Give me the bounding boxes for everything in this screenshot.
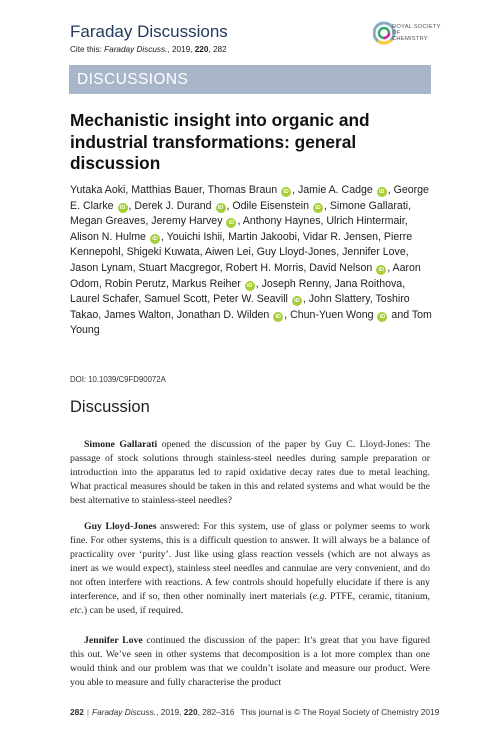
speaker-name: Jennifer Love — [84, 635, 143, 646]
author-name: Samuel Scott — [144, 293, 208, 306]
page-number: 282 — [70, 707, 84, 717]
orcid-icon[interactable]: iD — [226, 218, 236, 228]
author-name: Pierre Kennepohl — [70, 230, 413, 259]
speaker-name: Simone Gallarati — [84, 439, 158, 450]
author-name: Megan Greaves — [70, 215, 146, 228]
orcid-icon[interactable]: iD — [292, 296, 302, 306]
section-bar — [69, 65, 431, 94]
orcid-icon[interactable]: iD — [118, 203, 128, 213]
author-name: Robert H. Morris — [225, 261, 304, 274]
author-name: Tom Young — [70, 308, 432, 337]
author-list: Yutaka Aoki, Matthias Bauer, Thomas Braun iD , Jamie A. Cadge iD , George E. Clarke iD , Derek J. Durand iD , Odile Eisenstein iD , Simone Gallarati, Megan Greaves, Jeremy Harvey iD , Anthony Haynes, Ulrich Hintermair, Alison N. Hulme iD , Youichi Ishii, Martin Jakoobi, Vidar R. Jensen, Pierre Kennepohl, Shigeki Kuwata, Aiwen Lei, Guy Lloyd-Jones, Jennifer Love, Jason Lynam, Stuart Macgregor, Robert H. Morris, David Nelson iD , Aaron Odom, Robin Perutz, Markus Reiher iD , Joseph Renny, Jana Roithova, Laurel Schafer, Samuel Scott, Peter W. Seavill iD , John Slattery, Toshiro Takao, James Walton, Jonathan D. Wilden iD , Chun-Yuen Wong iD and Tom Young — [70, 184, 432, 337]
author-name: Matthias Bauer — [131, 184, 202, 196]
discussion-paragraph: Jennifer Love continued the discussion of the paper: It’s great that you have figured this out. We’ve seen in other systems that decomposition is a lot more complex than one would think and our problem was that we couldn’t isolate and measure our product. Were you able to measure and fully characterise the product — [70, 635, 430, 688]
author-name: Yutaka Aoki — [70, 184, 126, 196]
author-name: Jamie A. Cadge — [297, 184, 373, 196]
author-name: Ulrich Hintermair — [326, 215, 405, 228]
author-name: Aaron Odom — [70, 261, 421, 290]
orcid-icon[interactable]: iD — [245, 281, 255, 291]
author-name: Chun-Yuen Wong — [290, 308, 374, 321]
author-name: Thomas Braun — [207, 184, 278, 196]
rsc-logo-text: ROYAL SOCIETY OF CHEMISTRY — [392, 24, 441, 43]
section-bar-label: DISCUSSIONS — [77, 71, 189, 88]
author-name: Joseph Renny — [261, 277, 329, 290]
citation-line: Cite this: Faraday Discuss., 2019, 220, 282 — [70, 45, 227, 54]
section-heading: Discussion — [70, 398, 150, 416]
author-name: Jana Roithova — [334, 277, 403, 290]
author-name: Jonathan D. Wilden — [176, 308, 270, 321]
author-name: John Slattery — [308, 293, 370, 306]
author-name: Jeremy Harvey — [151, 215, 223, 228]
doi[interactable]: DOI: 10.1039/C9FD90072A — [70, 375, 166, 384]
author-name: Shigeki Kuwata — [126, 246, 200, 259]
author-name: Toshiro Takao — [70, 293, 410, 321]
page-footer: 282 | Faraday Discuss., 2019, 220, 282–316 This journal is © The Royal Society of Chemistry 2019 — [70, 707, 440, 717]
article-title: Mechanistic insight into organic and industrial transformations: general discussion — [70, 110, 370, 173]
orcid-icon[interactable]: iD — [273, 312, 283, 322]
author-name: Martin Jakoobi — [228, 230, 297, 243]
author-name: Odile Eisenstein — [232, 199, 309, 212]
author-name: Alison N. Hulme — [70, 230, 146, 243]
orcid-icon[interactable]: iD — [377, 187, 387, 197]
author-name: Markus Reiher — [171, 277, 241, 290]
author-name: Derek J. Durand — [134, 199, 212, 212]
author-name: James Walton — [104, 308, 171, 321]
author-name: George E. Clarke — [70, 184, 429, 212]
author-name: Vidar R. Jensen — [302, 230, 379, 243]
orcid-icon[interactable]: iD — [281, 187, 291, 197]
author-name: Robin Perutz — [104, 277, 166, 290]
author-name: Anthony Haynes — [242, 215, 321, 228]
author-name: Laurel Schafer — [70, 293, 139, 306]
speaker-name: Guy Lloyd-Jones — [84, 521, 157, 532]
orcid-icon[interactable]: iD — [376, 265, 386, 275]
author-name: David Nelson — [309, 261, 373, 274]
author-name: Aiwen Lei — [204, 246, 251, 259]
orcid-icon[interactable]: iD — [313, 203, 323, 213]
author-name: Youichi Ishii — [166, 230, 223, 243]
discussion-paragraph: Simone Gallarati opened the discussion of the paper by Guy C. Lloyd-Jones: The passage of stock solutions through stainless-steel needles during sample preparation or introduction into the apparatus led to rapid oxidative decay rates due to metal leaching. What practical measures should be taken in this and related systems and what would be the best alternative to stainless-steel needles? — [70, 439, 430, 506]
author-name: Simone Gallarati — [329, 199, 409, 212]
author-name: Jennifer Love — [342, 246, 406, 259]
journal-name: Faraday Discussions — [70, 22, 228, 41]
author-name: Jason Lynam — [70, 261, 133, 274]
author-name: Stuart Macgregor — [138, 261, 220, 274]
author-name: Peter W. Seavill — [213, 293, 288, 306]
author-name: Guy Lloyd-Jones — [256, 246, 337, 259]
orcid-icon[interactable]: iD — [377, 312, 387, 322]
orcid-icon[interactable]: iD — [216, 203, 226, 213]
orcid-icon[interactable]: iD — [150, 234, 160, 244]
discussion-paragraph: Guy Lloyd-Jones answered: For this system, use of glass or polymer seems to work fine. For other systems, this is a difficult question to answer. It will always be a balance of practicality over ‘purity’. Just like using glass reaction vessels (which are not always as inert as we would expect), stainless steel needles and cannulae are very convenient, and do not often interfere with reactions. A few controls should hopefully elucidate if there is any interference, and if so, then other nominally inert materials (e.g. PTFE, ceramic, titanium, etc.) can be used, if required. — [70, 521, 431, 616]
